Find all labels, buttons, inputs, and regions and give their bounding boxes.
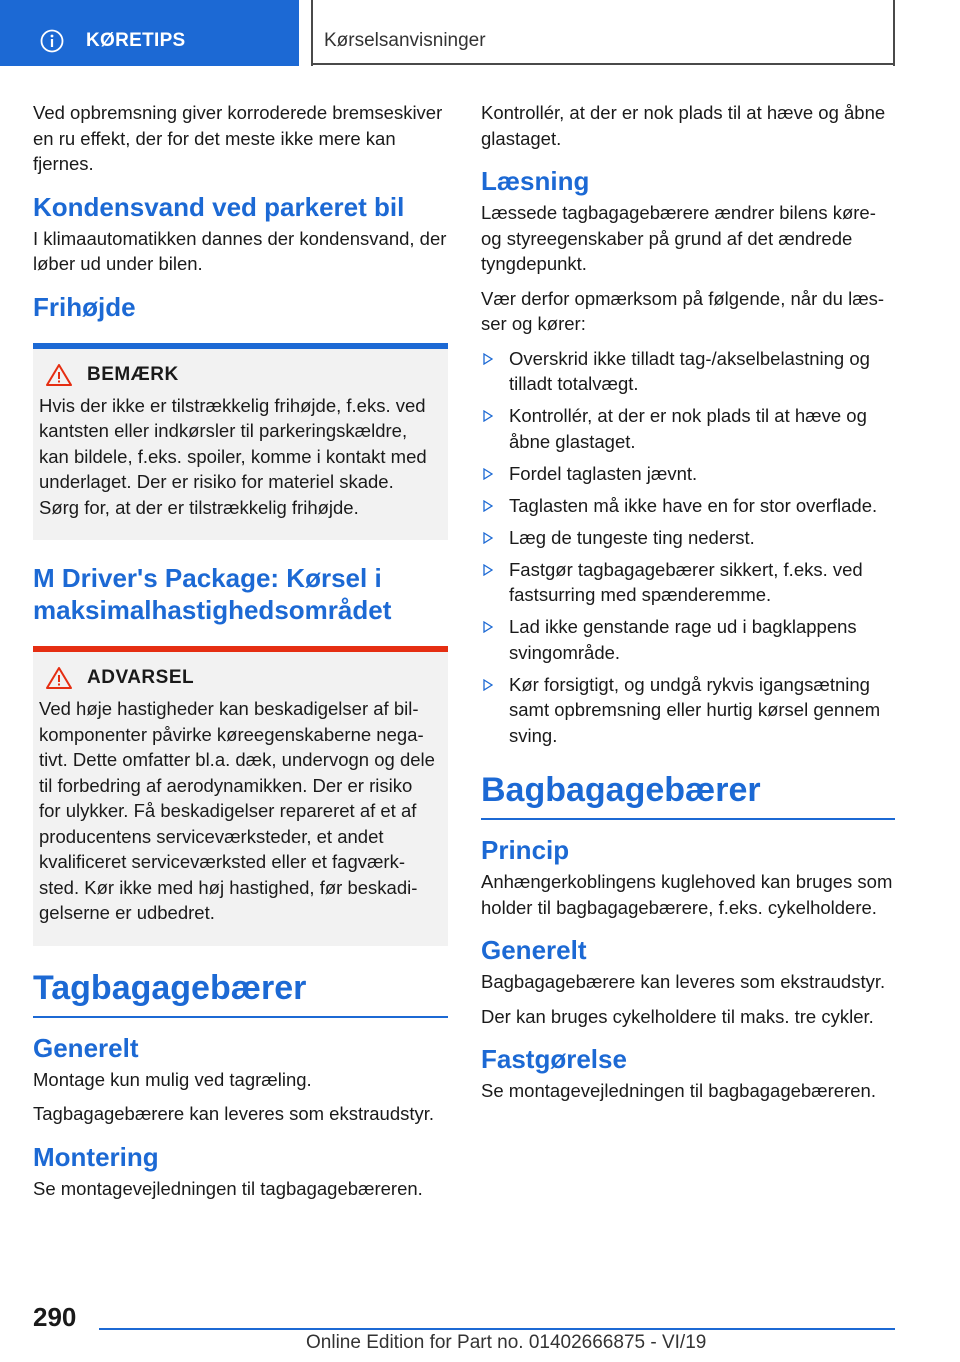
chapter-tab (0, 0, 299, 66)
notice-box-bemaerk (33, 343, 448, 541)
heading-m-drivers-package: M Driver's Package: Kørsel i maksimalhastighedsområdet (33, 563, 392, 625)
triangle-bullet-icon (483, 621, 493, 633)
header-divider-right (893, 0, 895, 66)
heading-bagbagagebaerer: Bagbagagebærer (481, 770, 895, 820)
notice-text: Hvis der ikke er tilstrækkelig frihøjde, f.eks. ved kantsten eller indkørsler til parkeringskældre, kan bildele, f.eks. spoiler, komme i kontakt med underlaget. Der er risiko for materiel skade. Sørg for, at der er tilstrækkelig frihøjde. (39, 394, 427, 518)
page-number: 290 (33, 1302, 77, 1332)
notice-text: Ved høje hastigheder kan beskadigelser af bilkomponenter påvirke køreegenskaberne negativt. Dette omfatter bl.a. dæk, undervogn og dele til forbedring af aerodynamikken. Der er risiko for ulykker. Få beskadigelser repareret af et af producentens serviceværksteder, et andet kvalificeret serviceværksted eller et fagværksted. Kør ikke med høj hastighed, før beskadigelserne er udbedret. (39, 698, 435, 923)
header-underline (311, 63, 895, 65)
left-column (33, 100, 448, 1210)
notice-title: ADVARSEL (87, 667, 195, 688)
triangle-bullet-icon (483, 468, 493, 480)
triangle-bullet-icon (483, 564, 493, 576)
warning-triangle-icon (45, 363, 73, 387)
triangle-bullet-icon (483, 532, 493, 544)
section-title: Kørselsanvisninger (324, 30, 486, 51)
heading-kondensvand: Kondensvand ved parkeret bil (33, 191, 405, 222)
page-header (0, 0, 960, 66)
triangle-bullet-icon (483, 500, 493, 512)
heading-generelt: Generelt (481, 935, 587, 965)
triangle-bullet-icon (483, 679, 493, 691)
heading-laesning: Læsning (481, 166, 590, 196)
list-item: Kør forsigtigt, og undgå rykvis igangsætning samt opbremsning eller hurtig kørsel gennem sving. (481, 672, 895, 749)
list-item: Fordel taglasten jævnt. (481, 461, 895, 487)
montering-text: Se montagevejledningen til tagbagagebæreren. (33, 1177, 423, 1199)
footer-rule (99, 1328, 895, 1330)
generelt-text: Bagbagagebærere kan leveres som ekstraudstyr. (481, 971, 886, 992)
list-item: Fastgør tagbagagebærer sikkert, f.eks. ved fastsurring med spænderemme. (481, 557, 895, 608)
heading-generelt: Generelt (33, 1032, 139, 1063)
heading-tagbagagebaerer: Tagbagagebærer (33, 968, 448, 1018)
heading-fastgoerelse: Fastgørelse (481, 1044, 627, 1074)
notice-box-advarsel (33, 646, 448, 946)
triangle-bullet-icon (483, 353, 493, 365)
list-item: Læg de tungeste ting nederst. (481, 525, 895, 551)
warning-triangle-icon (45, 666, 73, 690)
intro-paragraph: Ved opbremsning giver korroderede bremseskiver en ru effekt, der for det meste ikke mere kan fjernes. (33, 102, 443, 174)
chapter-title: KØRETIPS (86, 30, 186, 51)
triangle-bullet-icon (483, 410, 493, 422)
list-item: Taglasten må ikke have en for stor overflade. (481, 493, 895, 519)
kondensvand-text: I klimaautomatikken dannes der kondensvand, der løber ud under bilen. (33, 227, 447, 274)
list-item: Overskrid ikke tilladt tag-/akselbelastning og tilladt totalvægt. (481, 346, 895, 397)
edition-text: Online Edition for Part no. 01402666875 - VI/19 (306, 1332, 707, 1353)
princip-text: Anhængerkoblingens kuglehoved kan bruges som holder til bagbagagebærere, f.eks. cykelholdere. (481, 871, 893, 918)
fastgoerelse-text: Se montagevejledningen til bagbagagebæreren. (481, 1080, 876, 1101)
header-divider (311, 0, 313, 66)
intro-paragraph: Kontrollér, at der er nok plads til at hæve og åbne glastaget. (481, 102, 886, 149)
heading-montering: Montering (33, 1141, 159, 1172)
generelt-text: Tagbagagebærere kan leveres som ekstraudstyr. (33, 1103, 435, 1124)
info-icon (40, 29, 64, 53)
loading-checklist (481, 346, 895, 749)
laesning-text: Læssede tagbagagebærere ændrer bilens køre- og styreegenskaber på grund af det ændrede tyngdepunkt. (481, 202, 876, 274)
heading-frihojde: Frihøjde (33, 291, 136, 322)
list-item: Lad ikke genstande rage ud i bagklappens svingområde. (481, 614, 895, 665)
generelt-text: Montage kun mulig ved tagræling. (33, 1068, 312, 1090)
list-item: Kontrollér, at der er nok plads til at hæve og åbne glastaget. (481, 403, 895, 454)
right-column (481, 100, 895, 1113)
laesning-text: Vær derfor opmærksom på følgende, når du læsser og kører: (481, 287, 885, 334)
notice-header (39, 666, 438, 690)
notice-header (39, 363, 438, 387)
heading-princip: Princip (481, 835, 570, 865)
notice-title: BEMÆRK (87, 363, 179, 385)
generelt-text: Der kan bruges cykelholdere til maks. tre cykler. (481, 1005, 874, 1027)
